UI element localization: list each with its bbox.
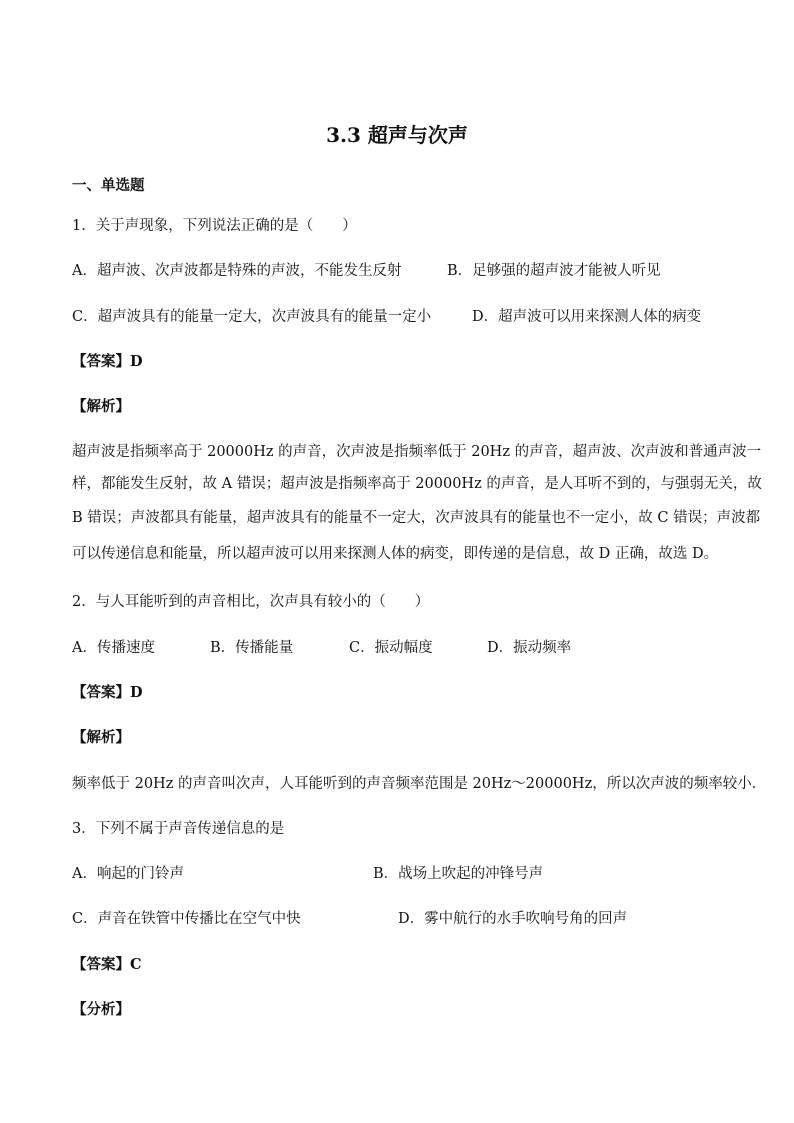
question-1-answer: 【答案】D [72, 353, 143, 370]
question-1-analysis-label: 【解析】 [72, 398, 130, 415]
question-3-option-c: C．声音在铁管中传播比在空气中快 [72, 911, 301, 927]
question-1-option-b: B．足够强的超声波才能被人听见 [447, 263, 661, 279]
question-2-answer: 【答案】D [72, 684, 143, 701]
question-2-analysis-line: 频率低于 20Hz 的声音叫次声，人耳能听到的声音频率范围是 20Hz～20000Hz，所以次声波的频率较小． [72, 776, 767, 792]
question-1-option-a: A．超声波、次声波都是特殊的声波，不能发生反射 [72, 263, 402, 279]
question-3-answer: 【答案】C [72, 956, 142, 973]
section-heading: 一、单选题 [72, 177, 145, 194]
page-title: 3.3 超声与次声 [326, 123, 468, 147]
question-1-stem: 1．关于声现象，下列说法正确的是（ ） [72, 218, 357, 234]
question-3-analysis-label: 【分析】 [72, 1001, 130, 1018]
question-2-option-d: D．振动频率 [487, 640, 572, 656]
question-2-option-c: C．振动幅度 [349, 640, 433, 656]
question-2-option-a: A．传播速度 [72, 640, 155, 656]
question-3-option-b: B．战场上吹起的冲锋号声 [373, 866, 544, 882]
question-3-stem: 3．下列不属于声音传递信息的是 [72, 821, 285, 837]
question-1-analysis-line: 样，都能发生反射，故 A 错误；超声波是指频率高于 20000Hz 的声音，是人耳听不到的，与强弱无关，故 [72, 476, 762, 492]
question-2-option-b: B．传播能量 [210, 640, 294, 656]
question-1-analysis-line: 可以传递信息和能量，所以超声波可以用来探测人体的病变，即传递的是信息，故 D 正确，故选 D。 [72, 546, 719, 562]
question-2-analysis-label: 【解析】 [72, 729, 130, 746]
question-3-option-a: A．响起的门铃声 [72, 866, 184, 882]
question-1-analysis-line: 超声波是指频率高于 20000Hz 的声音，次声波是指频率低于 20Hz 的声音，超声波、次声波和普通声波一 [72, 444, 762, 460]
question-2-stem: 2．与人耳能听到的声音相比，次声具有较小的（ ） [72, 594, 430, 610]
question-3-option-d: D．雾中航行的水手吹响号角的回声 [398, 911, 628, 927]
question-1-option-d: D．超声波可以用来探测人体的病变 [472, 309, 702, 325]
question-1-analysis-line: B 错误；声波都具有能量，超声波具有的能量不一定大，次声波具有的能量也不一定小，故 C 错误；声波都 [72, 510, 761, 526]
question-1-option-c: C．超声波具有的能量一定大，次声波具有的能量一定小 [72, 309, 432, 325]
